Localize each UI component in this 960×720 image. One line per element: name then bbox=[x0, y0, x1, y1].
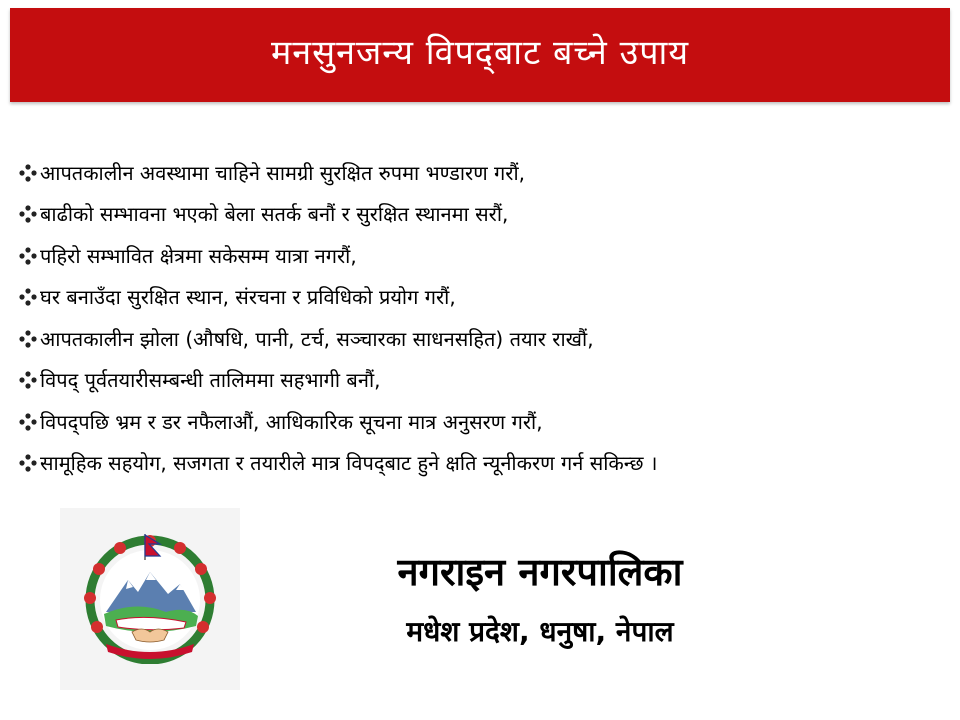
list-item bbox=[18, 194, 918, 236]
tip-text: विपद्‌पछि भ्रम र डर नफैलाऔं, आधिकारिक सूचना मात्र अनुसरण गरौं, bbox=[40, 409, 543, 434]
diamond-dots-bullet-icon bbox=[18, 287, 38, 307]
tip-text: बाढीको सम्भावना भएको बेला सतर्क बनौं र सुरक्षित स्थानमा सरौं, bbox=[40, 202, 509, 227]
diamond-dots-bullet-icon bbox=[18, 163, 38, 183]
list-item bbox=[18, 277, 918, 319]
list-item bbox=[18, 152, 918, 194]
organization-name: नगराइन नगरपालिका bbox=[397, 550, 683, 594]
tip-text: घर बनाउँदा सुरक्षित स्थान, संरचना र प्रविधिको प्रयोग गरौं, bbox=[40, 285, 456, 310]
diamond-dots-bullet-icon bbox=[18, 246, 38, 266]
tip-text: आपतकालीन अवस्थामा चाहिने सामग्री सुरक्षित रुपमा भण्डारण गरौं, bbox=[40, 160, 525, 185]
diamond-dots-bullet-icon bbox=[18, 453, 38, 473]
diamond-dots-bullet-icon bbox=[18, 412, 38, 432]
tip-text: आपतकालीन झोला (औषधि, पानी, टर्च, सञ्चारका साधनसहित) तयार राखौं, bbox=[40, 326, 594, 351]
list-item bbox=[18, 235, 918, 277]
list-item bbox=[18, 443, 918, 485]
tip-text: पहिरो सम्भावित क्षेत्रमा सकेसम्म यात्रा नगरौं, bbox=[40, 243, 357, 268]
page-title: मनसुनजन्य विपद्‌बाट बच्ने उपाय bbox=[270, 33, 690, 73]
organization-address: मधेश प्रदेश, धनुषा, नेपाल bbox=[406, 615, 674, 648]
header-banner bbox=[10, 8, 950, 102]
emblem-panel bbox=[60, 508, 240, 690]
diamond-dots-bullet-icon bbox=[18, 204, 38, 224]
list-item bbox=[18, 318, 918, 360]
diamond-dots-bullet-icon bbox=[18, 370, 38, 390]
list-item bbox=[18, 401, 918, 443]
safety-tips-list bbox=[18, 152, 918, 484]
nepal-government-emblem bbox=[76, 534, 224, 664]
tip-text: विपद्‌ पूर्वतयारीसम्बन्धी तालिममा सहभागी बनौं, bbox=[40, 368, 381, 393]
list-item bbox=[18, 360, 918, 402]
tip-text: सामूहिक सहयोग, सजगता र तयारीले मात्र विपद्‌बाट हुने क्षति न्यूनीकरण गर्न सकिन्छ । bbox=[40, 451, 658, 476]
diamond-dots-bullet-icon bbox=[18, 329, 38, 349]
